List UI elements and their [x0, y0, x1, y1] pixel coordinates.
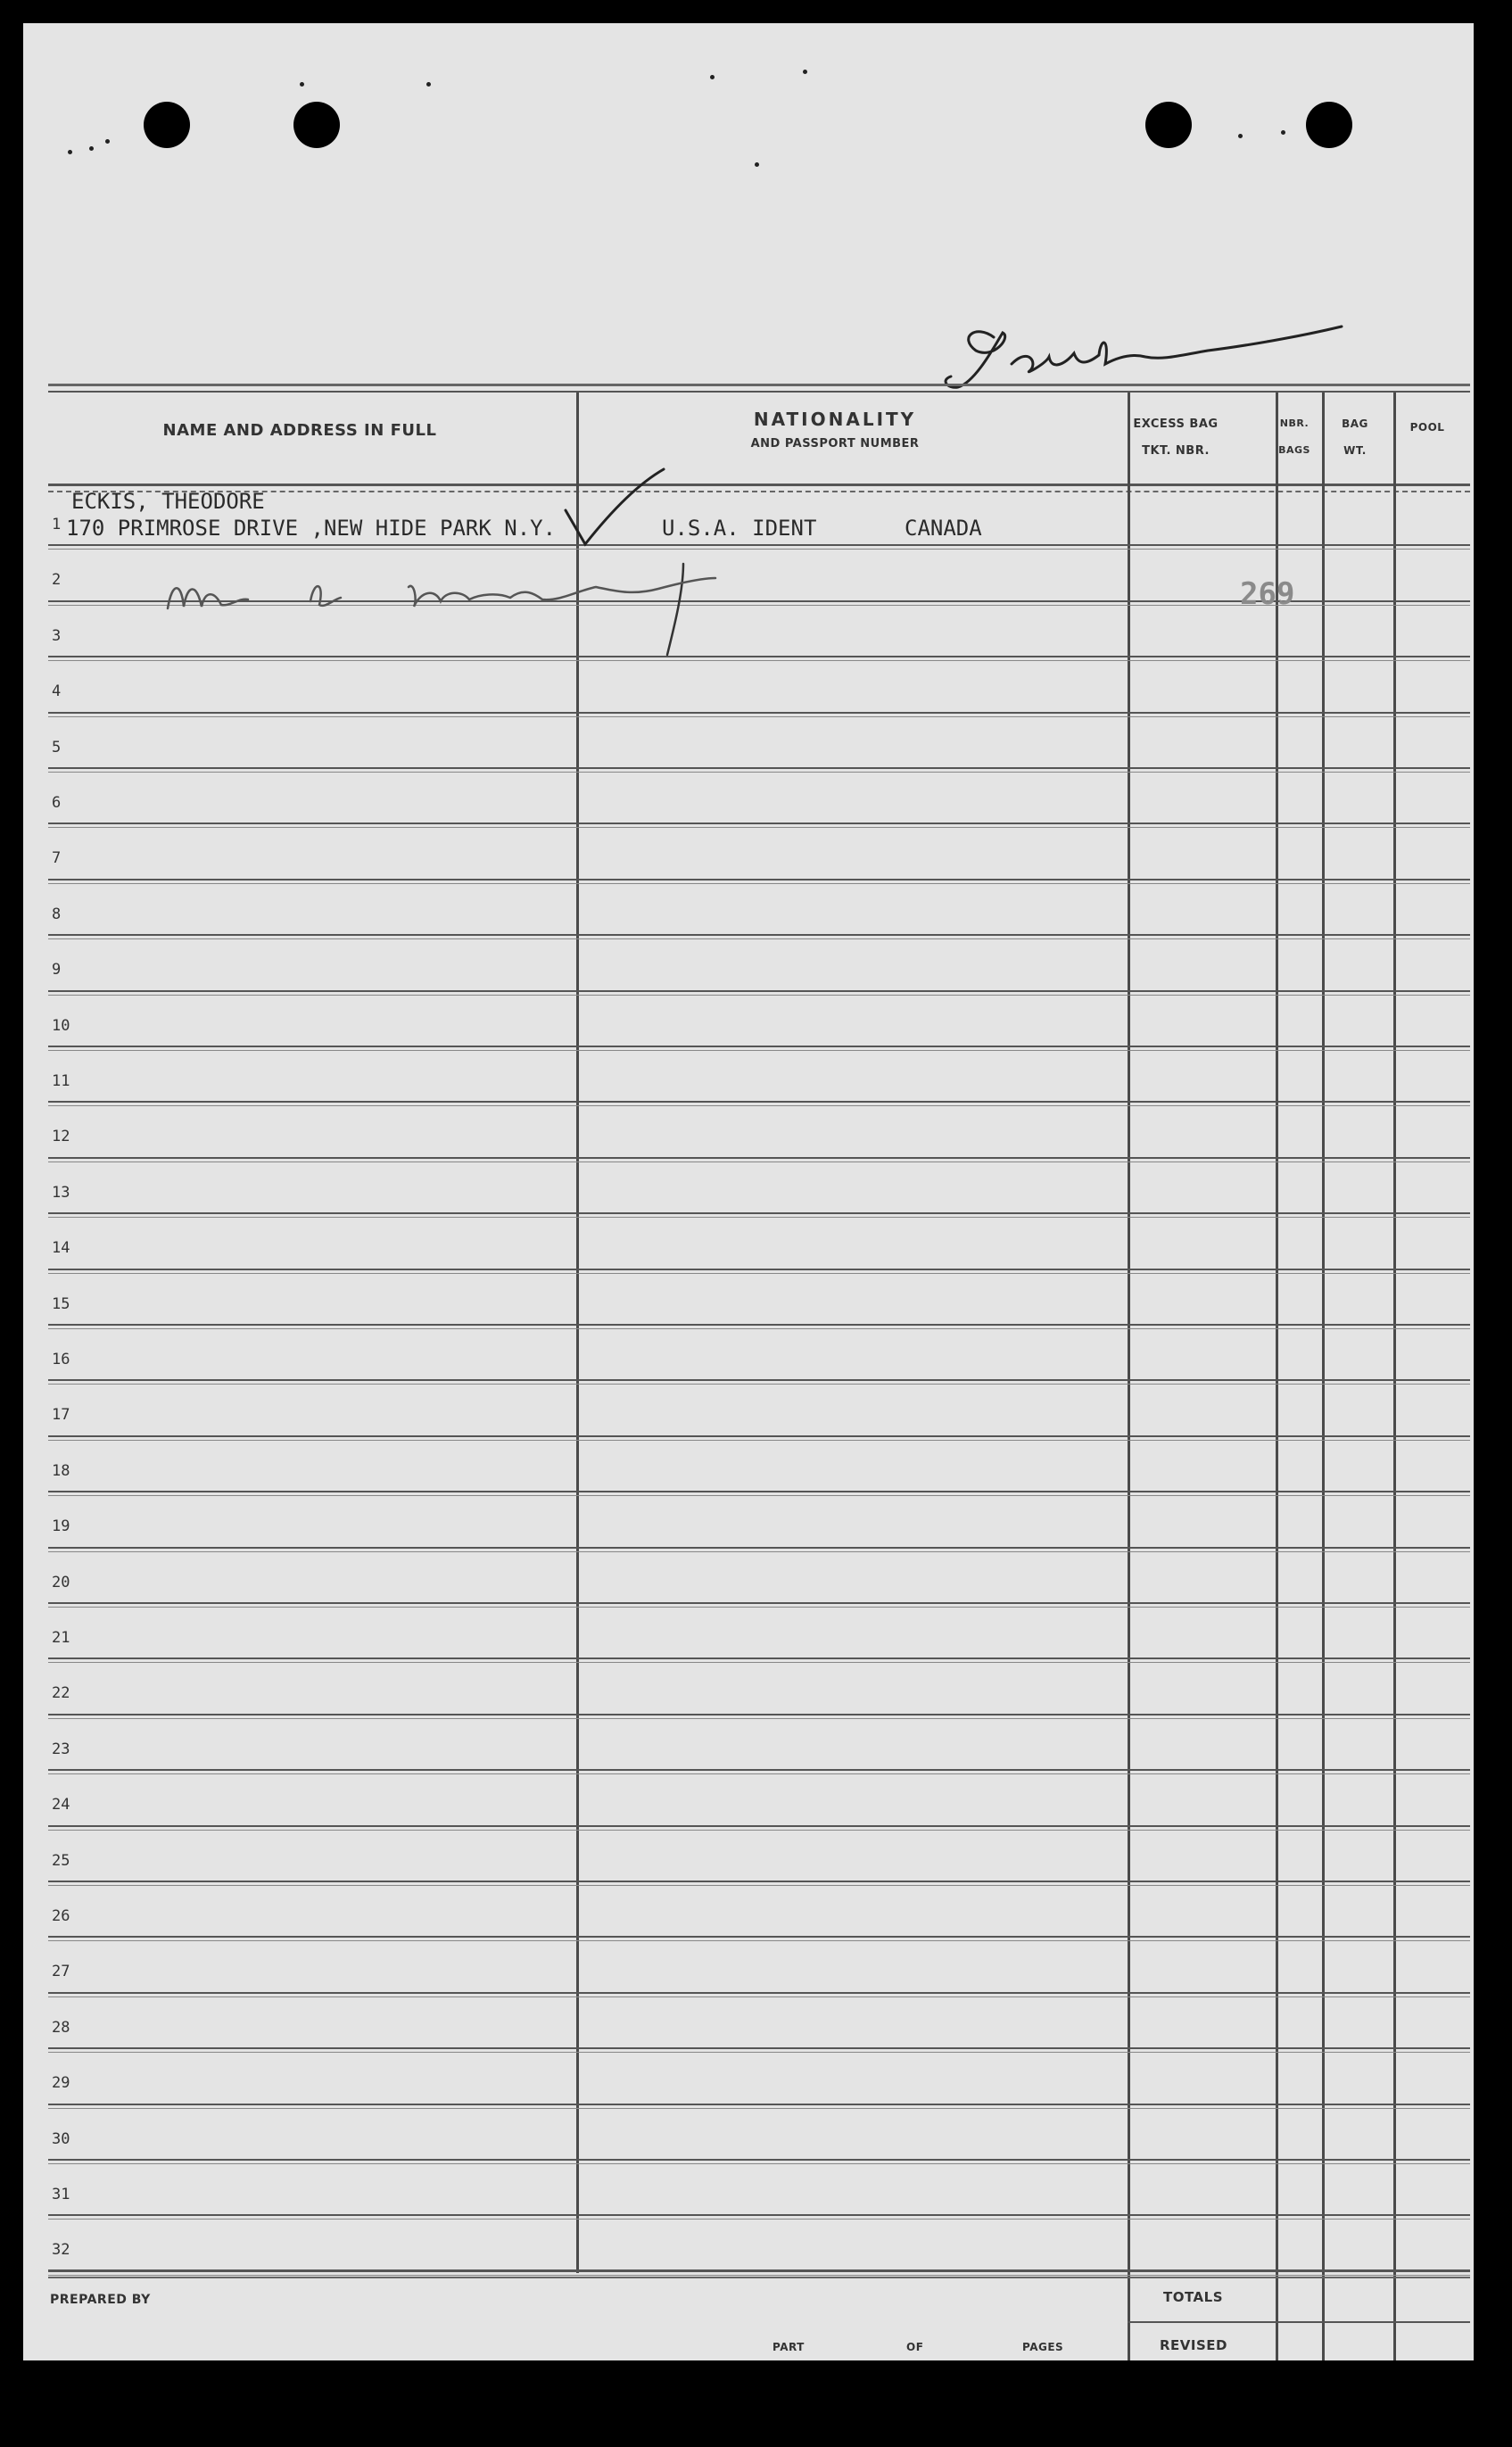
column-divider: [1322, 393, 1325, 2360]
row-rule: [48, 1157, 1470, 1159]
speck: [89, 146, 94, 151]
speck: [710, 75, 715, 79]
entry-address: 170 PRIMROSE DRIVE ,NEW HIDE PARK N.Y.: [66, 516, 557, 541]
row-rule: [48, 712, 1470, 714]
row-number: 3: [52, 626, 62, 645]
header-nationality: NATIONALITY: [753, 409, 917, 430]
row-rule: [48, 938, 1470, 939]
row-rule: [48, 1217, 1470, 1218]
row-number: 32: [52, 2241, 70, 2260]
prepared-by-label: PREPARED BY: [50, 2293, 151, 2307]
row-number: 5: [52, 738, 62, 756]
row-number: 10: [52, 1016, 70, 1035]
row-number: 9: [52, 961, 62, 980]
row-rule: [48, 544, 1470, 546]
row-rule: [48, 2159, 1470, 2161]
entry-passport: CANADA: [905, 516, 982, 541]
row-rule: [48, 2047, 1470, 2049]
row-number: 20: [52, 1573, 70, 1591]
row-number: 4: [52, 682, 62, 701]
part-label: PART: [773, 2341, 805, 2353]
row-rule: [48, 1718, 1470, 1719]
row-number: 1: [52, 516, 62, 533]
row-number: 23: [52, 1740, 70, 1758]
row-rule: [48, 1161, 1470, 1162]
punch-hole: [1306, 102, 1352, 148]
header-passport: AND PASSPORT NUMBER: [750, 437, 920, 451]
row-rule: [48, 934, 1470, 936]
speck: [68, 150, 72, 154]
punch-hole: [1145, 102, 1192, 148]
row-rule: [48, 883, 1470, 884]
row-number: 29: [52, 2074, 70, 2093]
row-number: 21: [52, 1629, 70, 1647]
row-rule: [48, 1881, 1470, 1882]
row-number: 28: [52, 2018, 70, 2037]
row-rule: [48, 995, 1470, 996]
row-number: 18: [52, 1461, 70, 1480]
row-rule: [48, 2275, 1470, 2276]
row-rule: [48, 2219, 1470, 2220]
entry-nationality: U.S.A. IDENT: [662, 516, 817, 541]
entry-name: ECKIS, THEODORE: [71, 489, 265, 514]
row-rule: [48, 1440, 1470, 1441]
speck: [105, 139, 110, 144]
header-pool: POOL: [1409, 421, 1445, 434]
row-rule: [48, 1384, 1470, 1385]
row-rule: [48, 1602, 1470, 1604]
row-number: 27: [52, 1963, 70, 1981]
row-number: 25: [52, 1851, 70, 1870]
manifest-page: [23, 23, 1474, 2360]
row-rule: [48, 656, 1470, 657]
row-rule: [48, 1607, 1470, 1608]
row-rule: [48, 2104, 1470, 2105]
speck: [300, 82, 304, 87]
row-number: 31: [52, 2186, 70, 2203]
row-rule: [48, 879, 1470, 880]
top-rule: [48, 391, 1470, 393]
row-rule: [48, 2108, 1470, 2109]
header-wt: WT.: [1343, 444, 1367, 457]
handwritten-signature-row2: [150, 555, 721, 626]
row-rule: [48, 1830, 1470, 1831]
row-rule: [48, 2052, 1470, 2053]
punch-hole: [144, 102, 190, 148]
row-number: 11: [52, 1072, 70, 1090]
row-rule: [48, 1101, 1470, 1103]
row-number: 8: [52, 905, 62, 923]
row-rule: [48, 1825, 1470, 1827]
row-rule: [48, 1662, 1470, 1663]
row-number: 19: [52, 1517, 70, 1536]
row-number: 2: [52, 571, 62, 590]
row-number: 12: [52, 1128, 70, 1146]
row-rule: [48, 990, 1470, 992]
row-rule: [48, 549, 1470, 550]
row-number: 17: [52, 1406, 70, 1425]
row-rule: [48, 1547, 1470, 1549]
footer-rule: [48, 2277, 1470, 2278]
speck: [426, 82, 431, 87]
row-number: 30: [52, 2129, 70, 2148]
row-rule: [48, 1435, 1470, 1437]
of-label: OF: [906, 2341, 924, 2353]
stamp-number: 269: [1240, 576, 1295, 612]
row-rule: [48, 1046, 1470, 1047]
row-rule: [48, 1885, 1470, 1886]
row-rule: [48, 1996, 1470, 1997]
row-rule: [48, 1491, 1470, 1492]
row-rule: [48, 1658, 1470, 1659]
header-tkt-nbr: TKT. NBR.: [1142, 444, 1210, 458]
row-rule: [48, 1551, 1470, 1552]
pages-label: PAGES: [1022, 2341, 1064, 2353]
row-rule: [48, 1212, 1470, 1214]
header-nbr: NBR.: [1279, 417, 1310, 429]
row-rule: [48, 827, 1470, 828]
totals-label: TOTALS: [1163, 2289, 1224, 2305]
row-number: 6: [52, 794, 62, 812]
column-divider: [1128, 393, 1130, 2360]
revised-label: REVISED: [1160, 2337, 1227, 2353]
speck: [755, 162, 759, 167]
row-number: 24: [52, 1796, 70, 1815]
row-rule: [48, 1050, 1470, 1051]
header-rule: [48, 484, 1470, 486]
row-number: 7: [52, 849, 62, 868]
row-number: 13: [52, 1183, 70, 1202]
column-divider: [576, 393, 579, 2273]
row-number: 26: [52, 1907, 70, 1925]
row-rule: [48, 1940, 1470, 1941]
row-rule: [48, 1273, 1470, 1274]
row-rule: [48, 1936, 1470, 1938]
top-rule: [48, 384, 1470, 386]
row-number: 16: [52, 1351, 70, 1368]
row-rule: [48, 1269, 1470, 1270]
row-rule: [48, 1714, 1470, 1715]
row-rule: [48, 1105, 1470, 1106]
speck: [1238, 134, 1243, 138]
punch-hole: [293, 102, 340, 148]
row-rule: [48, 2163, 1470, 2164]
row-rule: [48, 772, 1470, 773]
header-name-address: NAME AND ADDRESS IN FULL: [162, 421, 437, 440]
totals-rule: [1128, 2321, 1470, 2323]
row-rule: [48, 660, 1470, 661]
header-bags: BAGS: [1278, 444, 1310, 456]
row-number: 15: [52, 1294, 70, 1313]
speck: [803, 70, 807, 74]
row-number: 14: [52, 1239, 70, 1258]
row-rule: [48, 823, 1470, 824]
header-bag: BAG: [1342, 417, 1368, 430]
footer-rule: [48, 2269, 1470, 2272]
row-rule: [48, 1328, 1470, 1329]
row-rule: [48, 1773, 1470, 1774]
row-rule: [48, 1495, 1470, 1496]
row-rule: [48, 1992, 1470, 1994]
row-rule: [48, 2214, 1470, 2216]
column-divider: [1276, 393, 1278, 2360]
row-rule: [48, 767, 1470, 769]
speck: [1281, 130, 1285, 135]
row-rule: [48, 1324, 1470, 1326]
row-rule: [48, 716, 1470, 717]
header-excess-bag: EXCESS BAG: [1133, 417, 1219, 431]
row-number: 22: [52, 1684, 70, 1703]
column-divider: [1393, 393, 1396, 2360]
row-rule: [48, 1379, 1470, 1381]
row-rule: [48, 1769, 1470, 1771]
